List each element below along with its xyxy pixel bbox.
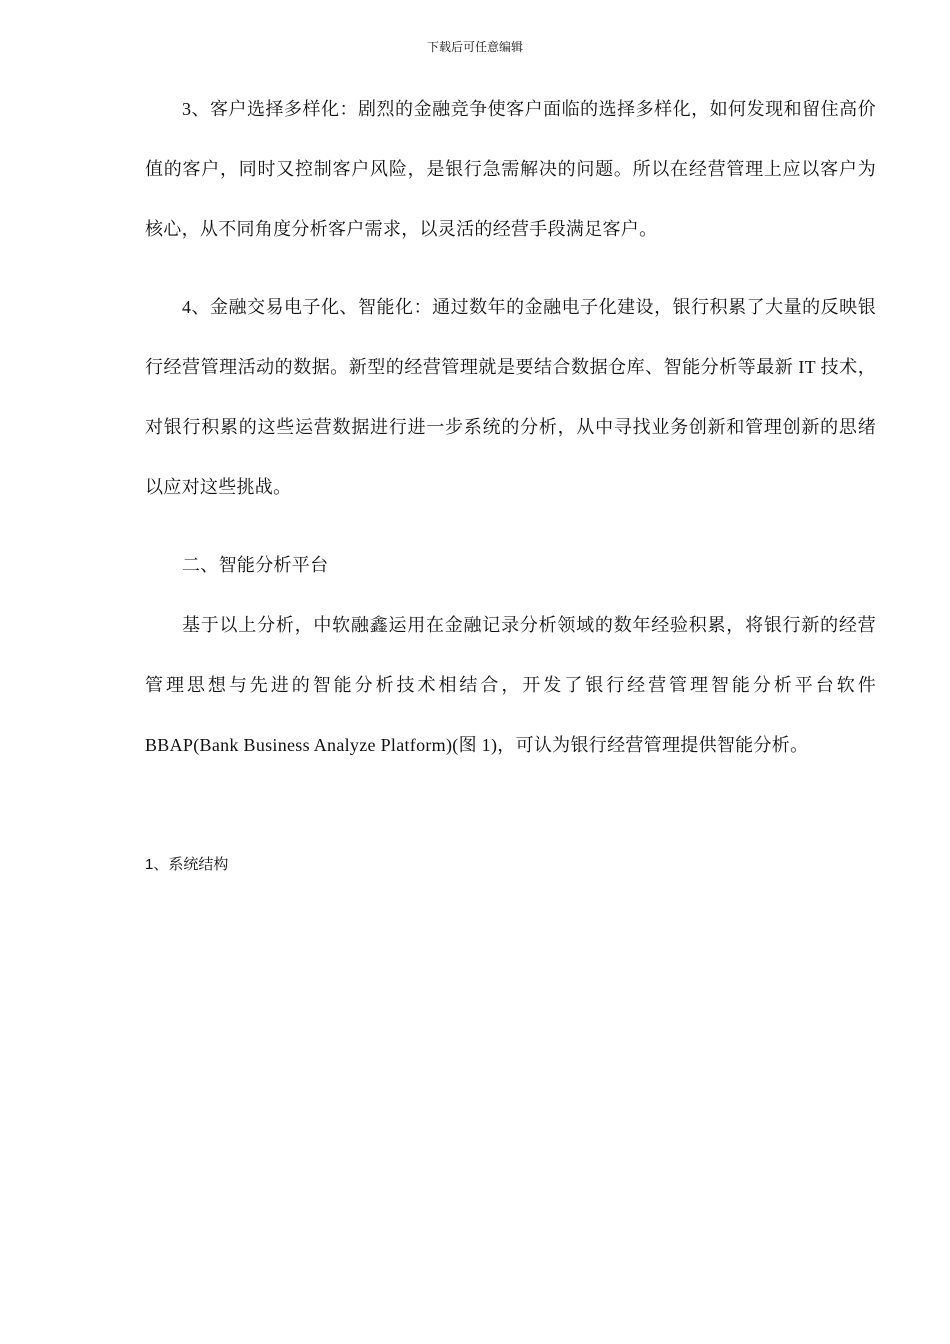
subsection-title: 1、系统结构	[145, 856, 229, 873]
document-body	[145, 79, 876, 775]
page-header: 下载后可任意编辑	[426, 40, 523, 54]
section-title: 二、智能分析平台	[182, 555, 329, 575]
paragraph-platform-intro: 基于以上分析，中软融鑫运用在金融记录分析领域的数年经验积累，将银行新的经营管理思想与先进的智能分析技术相结合，开发了银行经营管理智能分析平台软件 BBAP(Bank Business Analyze Platform)(图 1)，可认为银行经营管理提供智能分析。	[145, 615, 876, 755]
paragraph-customer-diversification: 3、客户选择多样化：剧烈的金融竞争使客户面临的选择多样化，如何发现和留住高价值的客户，同时又控制客户风险，是银行急需解决的问题。所以在经营管理上应以客户为核心，从不同角度分析客户需求，以灵活的经营手段满足客户。	[145, 99, 876, 239]
paragraph-electronic-trading: 4、金融交易电子化、智能化：通过数年的金融电子化建设，银行积累了大量的反映银行经营管理活动的数据。新型的经营管理就是要结合数据仓库、智能分析等最新 IT 技术，对银行积累的这些运营数据进行进一步系统的分析，从中寻找业务创新和管理创新的思绪以应对这些挑战。	[145, 297, 876, 497]
